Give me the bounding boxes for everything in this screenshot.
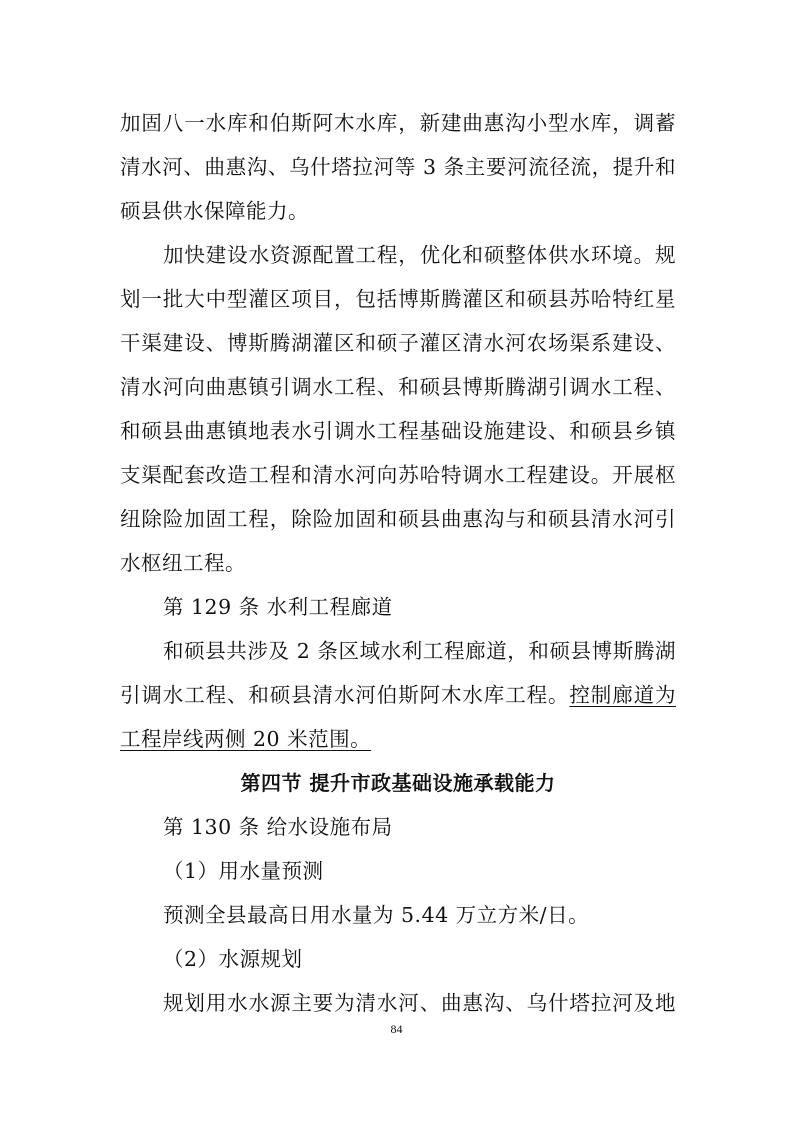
underlined-text: 控制廊道为: [569, 683, 676, 707]
subsection-title: （2）水源规划: [163, 947, 303, 971]
text-line: 加快建设水资源配置工程，优化和硕整体供水环境。规: [163, 243, 676, 267]
text-line-mixed: [120, 673, 676, 717]
text-line: 清水河向曲惠镇引调水工程、和硕县博斯腾湖引调水工程、: [120, 375, 676, 399]
section-heading: 第四节 提升市政基础设施承载能力: [240, 771, 556, 795]
underlined-text: 工程岸线两侧 20 米范围。: [120, 727, 372, 751]
text-line: 硕县供水保障能力。: [120, 199, 309, 223]
text-line: 划一批大中型灌区项目，包括博斯腾灌区和硕县苏哈特红星: [120, 287, 676, 311]
subsection-title: （1）用水量预测: [163, 859, 324, 883]
text-line: 干渠建设、博斯腾湖灌区和硕子灌区清水河农场渠系建设、: [120, 331, 676, 355]
page-number: 84: [390, 1022, 403, 1036]
text-line: [120, 717, 676, 761]
text-plain: 引调水工程、和硕县清水河伯斯阿木水库工程。: [120, 683, 570, 707]
text-line: 和硕县共涉及 2 条区域水利工程廊道，和硕县博斯腾湖: [163, 639, 676, 663]
text-line: 水枢纽工程。: [120, 551, 246, 575]
text-line: 支渠配套改造工程和清水河向苏哈特调水工程建设。开展枢: [120, 463, 676, 487]
text-line: 纽除险加固工程，除险加固和硕县曲惠沟与和硕县清水河引: [120, 507, 676, 531]
text-line: 和硕县曲惠镇地表水引调水工程基础设施建设、和硕县乡镇: [120, 419, 676, 443]
text-line: 加固八一水库和伯斯阿木水库，新建曲惠沟小型水库，调蓄: [120, 111, 676, 135]
article-title: 第 129 条 水利工程廊道: [163, 595, 393, 619]
text-line: 预测全县最高日用水量为 5.44 万立方米/日。: [163, 903, 590, 927]
article-title: 第 130 条 给水设施布局: [163, 815, 393, 839]
text-line: 规划用水水源主要为清水河、曲惠沟、乌什塔拉河及地: [163, 991, 676, 1015]
text-line: 清水河、曲惠沟、乌什塔拉河等 3 条主要河流径流，提升和: [120, 155, 676, 179]
